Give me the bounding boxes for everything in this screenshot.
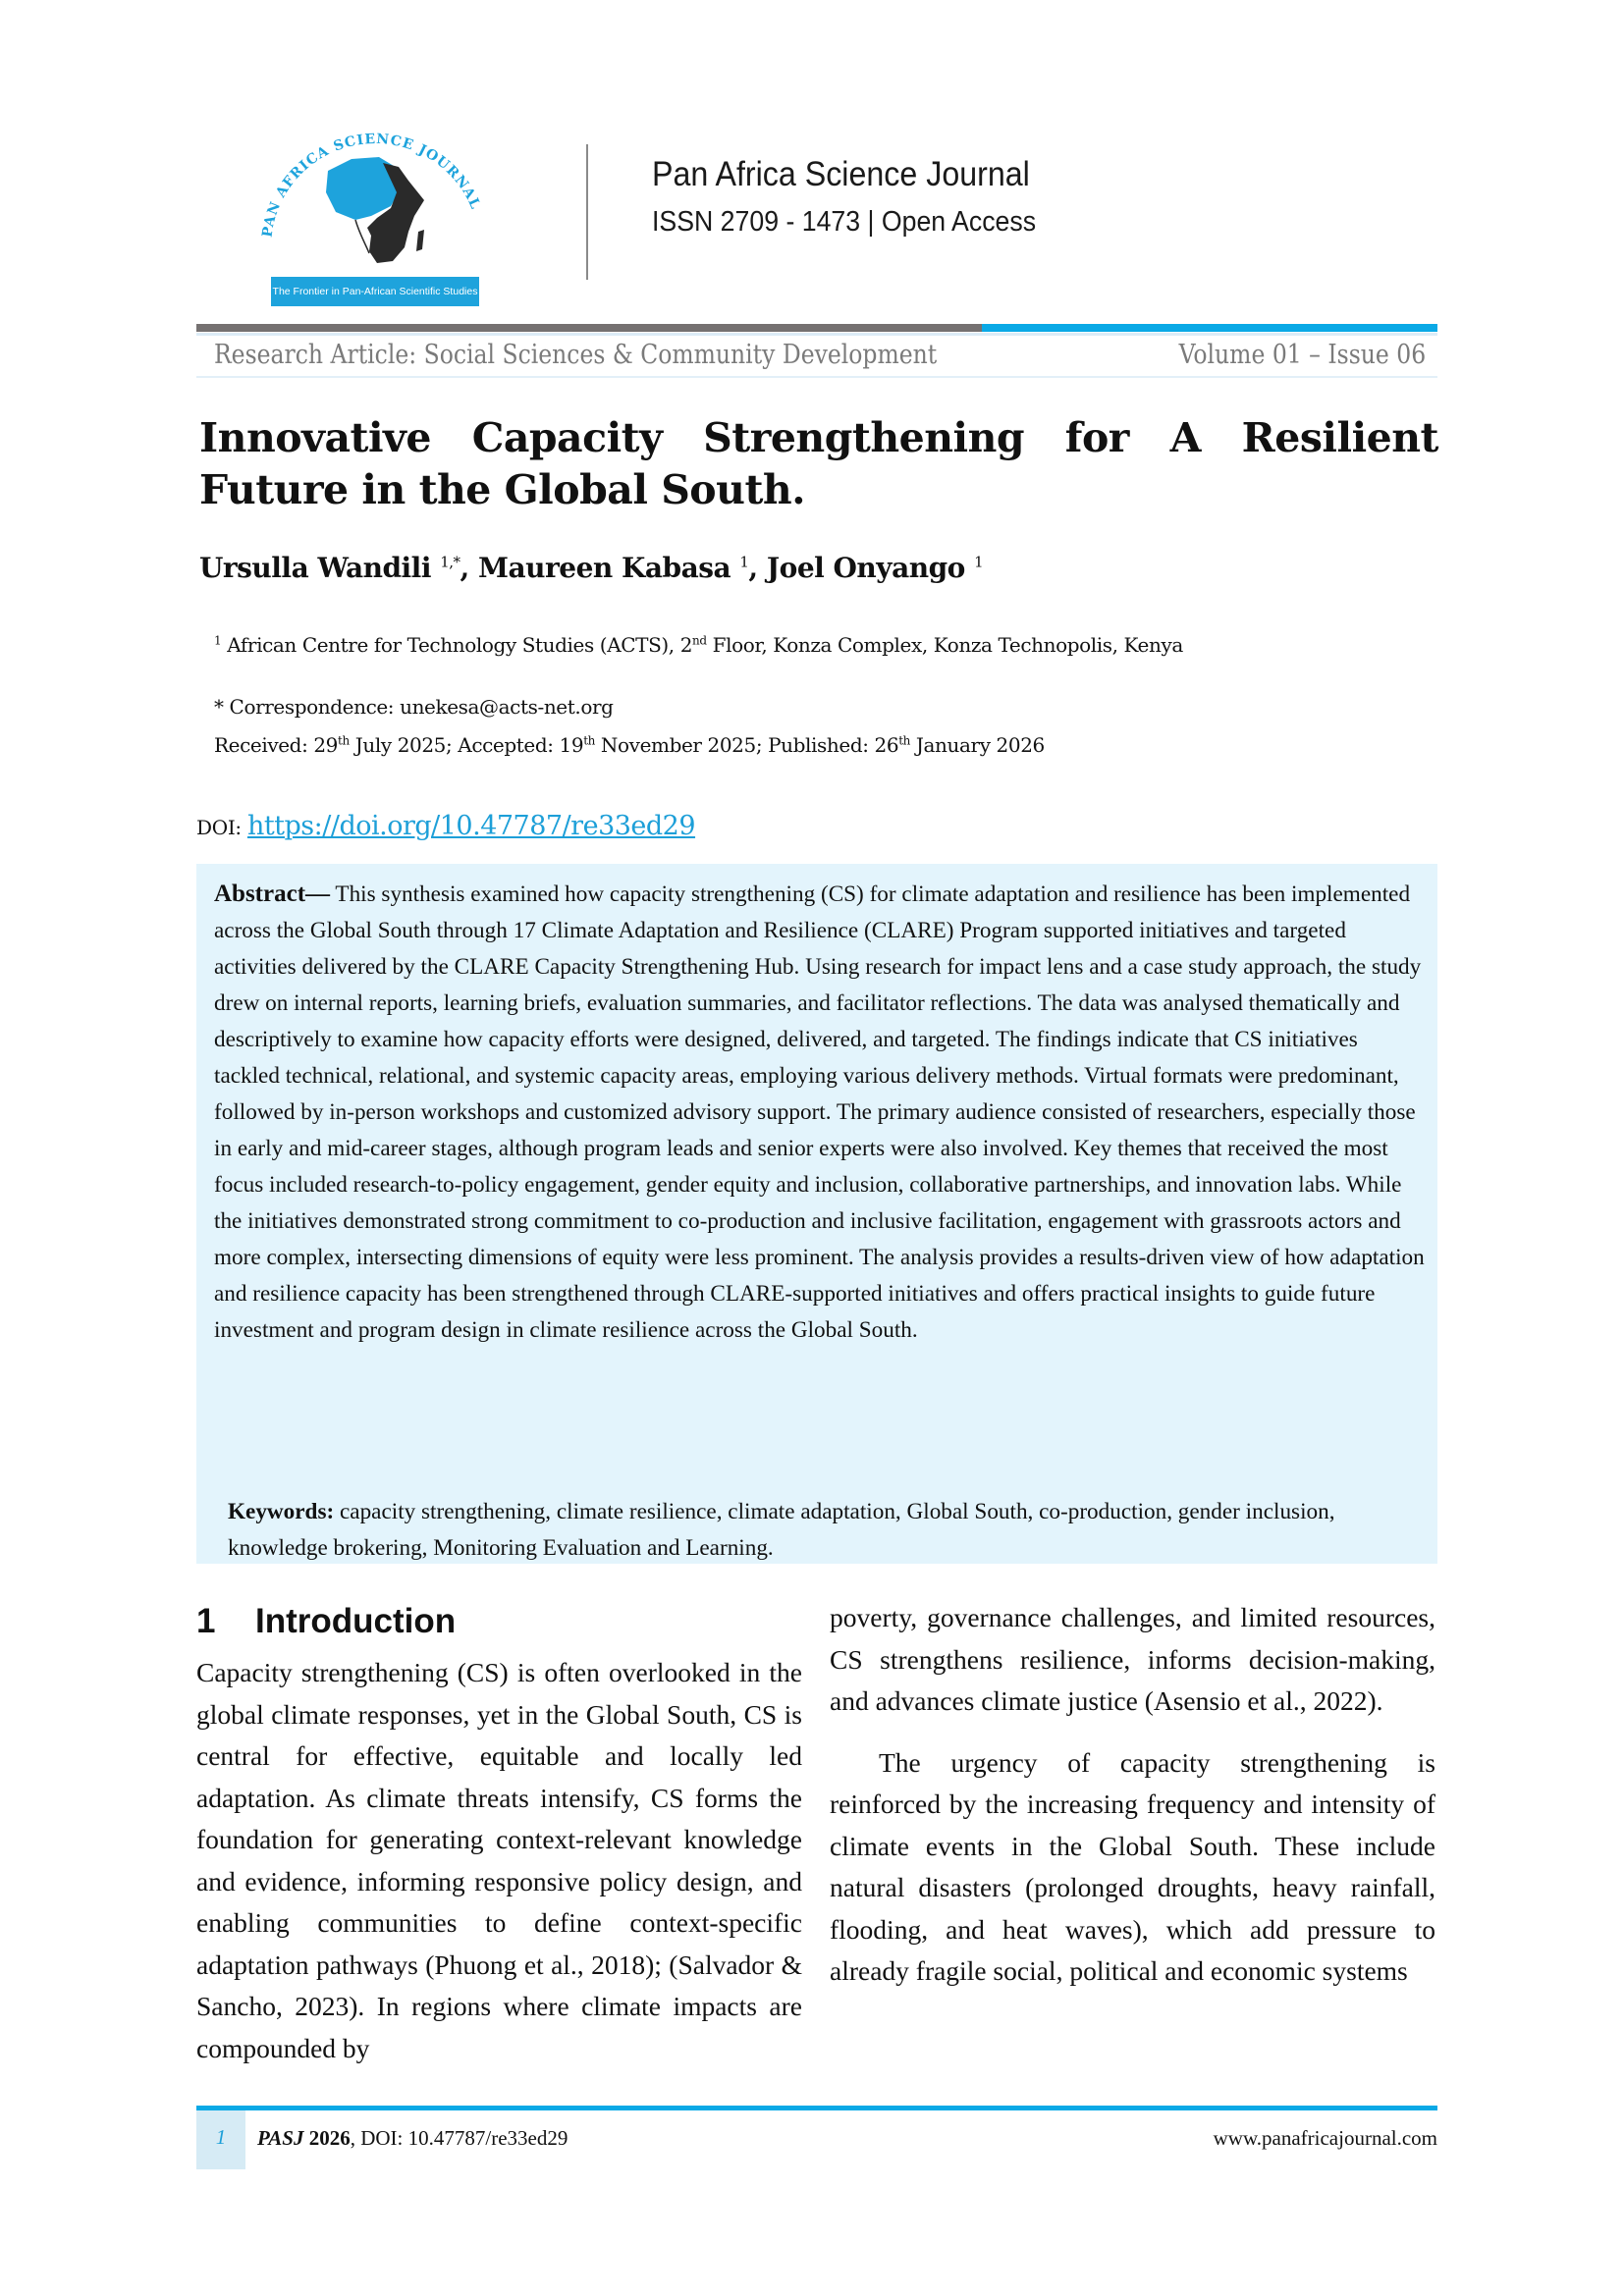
page-number: 1 (215, 2125, 227, 2149)
intro-paragraph: Capacity strengthening (CS) is often overlooked in the global climate responses, yet in the Global South, CS is central for effective, equitable and locally led adaptation. As climate threats intensify, CS forms the foundation for generating context-relevant knowledge and evidence, informing responsive policy design, and enabling communities to define context-specific adaptation pathways (Phuong et al., 2018); (Salvador & Sancho, 2023). In regions where climate impacts are compounded by (196, 1657, 802, 2063)
accepted-date: July 2025; Accepted: 19 (349, 733, 584, 757)
received-date: Received: 29 (214, 733, 339, 757)
header-bar-blue (982, 324, 1437, 332)
abstract (214, 876, 1428, 1349)
published-date: November 2025; Published: 26 (594, 733, 899, 757)
meta-underline (196, 376, 1437, 378)
header-divider (586, 144, 588, 280)
header-bar-thin (196, 333, 1437, 336)
published-year: January 2026 (909, 733, 1045, 757)
journal-abbr: PASJ (257, 2126, 304, 2150)
section-number: 1 (196, 1602, 216, 1640)
intro-right-column (830, 1597, 1435, 1993)
header-bar-gray (196, 324, 982, 332)
title-line-2: Future in the Global South. (199, 466, 805, 513)
author-affil-sup: 1,* (440, 553, 460, 571)
affiliation-sup: 1 (214, 633, 222, 648)
footer-year: 2026 (308, 2126, 351, 2150)
article-type: Research Article: Social Sciences & Community Development (214, 340, 938, 370)
journal-issn: ISSN 2709 - 1473 | Open Access (652, 206, 1037, 238)
author-affil-sup: 1 (739, 553, 749, 571)
doi-link[interactable]: https://doi.org/10.47787/re33ed29 (246, 811, 696, 841)
intro-paragraph: poverty, governance challenges, and limited resources, CS strengthens resilience, informs decision-making, and advances climate justice (Asensio et al., 2022). (830, 1602, 1435, 1716)
abstract-body: This synthesis examined how capacity strengthening (CS) for climate adaptation and resilience has been implemented across the Global South through 17 Climate Adaptation and Resilience (CLARE) Program supported initiatives and targeted activities delivered by the CLARE Capacity Strengthening Hub. Using research for impact lens and a case study approach, the study drew on internal reports, learning briefs, evaluation summaries, and facilitator reflections. The data was analysed thematically and descriptively to examine how capacity efforts were designed, delivered, and targeted. The findings indicate that CS initiatives tackled technical, relational, and systemic capacity areas, employing various delivery methods. Virtual formats were predominant, followed by in-person workshops and customized advisory support. The primary audience consisted of researchers, especially those in early and mid-career stages, although program leads and senior experts were also involved. Key themes that received the most focus included research-to-policy engagement, gender equity and inclusion, collaborative partnerships, and innovation labs. While the initiatives demonstrated strong commitment to co-production and inclusive facilitation, engagement with grassroots actors and more complex, intersecting dimensions of equity were less prominent. The analysis provides a results-driven view of how adaptation and resilience capacity has been strengthened through CLARE-supported initiatives and offers practical insights to guide future investment and program design in climate resilience across the Global South. (214, 881, 1425, 1343)
section-title: Introduction (255, 1602, 457, 1640)
logo-arc-text: PAN AFRICA SCIENCE JOURNAL (259, 131, 484, 239)
author-name: Maureen Kabasa (478, 552, 731, 584)
author-affil-sup: 1 (974, 553, 984, 571)
footer-bar (196, 2106, 1437, 2110)
article-title (199, 412, 1438, 516)
keywords-label: Keywords: (228, 1499, 335, 1524)
affiliation-text-after: Floor, Konza Complex, Konza Technopolis, Kenya (706, 633, 1183, 657)
footer-doi: , DOI: 10.47787/re33ed29 (350, 2126, 568, 2150)
doi-row (196, 811, 695, 841)
doi-label: DOI: (196, 816, 247, 839)
correspondence: * Correspondence: unekesa@acts-net.org (214, 695, 614, 719)
intro-paragraph: The urgency of capacity strengthening is reinforced by the increasing frequency and intensity of climate events in the Global South. These include natural disasters (prolonged droughts, heavy rainfall, flooding, and heat waves), which add pressure to already fragile social, political and economic systems (830, 1746, 1435, 1986)
journal-logo (257, 90, 493, 311)
footer-website[interactable]: www.panafricajournal.com (1213, 2126, 1437, 2150)
affiliation-text-before: African Centre for Technology Studies (ACTS), 2 (227, 633, 693, 657)
footer-citation (257, 2126, 568, 2151)
journal-name: Pan Africa Science Journal (652, 155, 1030, 193)
affiliation (214, 633, 1183, 657)
section-heading-introduction (196, 1602, 456, 1641)
affiliation-ordinal: nd (692, 633, 707, 648)
author-name: Ursulla Wandili (199, 552, 431, 584)
published-ordinal: th (898, 733, 910, 748)
volume-issue: Volume 01 – Issue 06 (1178, 340, 1426, 370)
article-meta-row (214, 340, 1437, 375)
title-line-1: Innovative Capacity Strengthening for A Resilient (199, 414, 1438, 461)
logo-tagline: The Frontier in Pan-African Scientific Studies (272, 286, 478, 297)
accepted-ordinal: th (583, 733, 595, 748)
keywords-list: capacity strengthening, climate resilience, climate adaptation, Global South, co-production, gender inclusion, knowledge brokering, Monitoring Evaluation and Learning. (228, 1499, 1335, 1561)
abstract-label: Abstract— (214, 881, 331, 907)
publication-dates (214, 733, 1045, 757)
intro-left-column (196, 1652, 802, 2069)
keywords (228, 1494, 1432, 1567)
africa-map-icon (326, 157, 424, 263)
author-list: Ursulla Wandili $^{1,*}$, Maureen Kabasa $^1$, Joel Onyango $^1$ (199, 552, 984, 584)
author-name: Joel Onyango (766, 552, 965, 584)
received-ordinal: th (338, 733, 350, 748)
